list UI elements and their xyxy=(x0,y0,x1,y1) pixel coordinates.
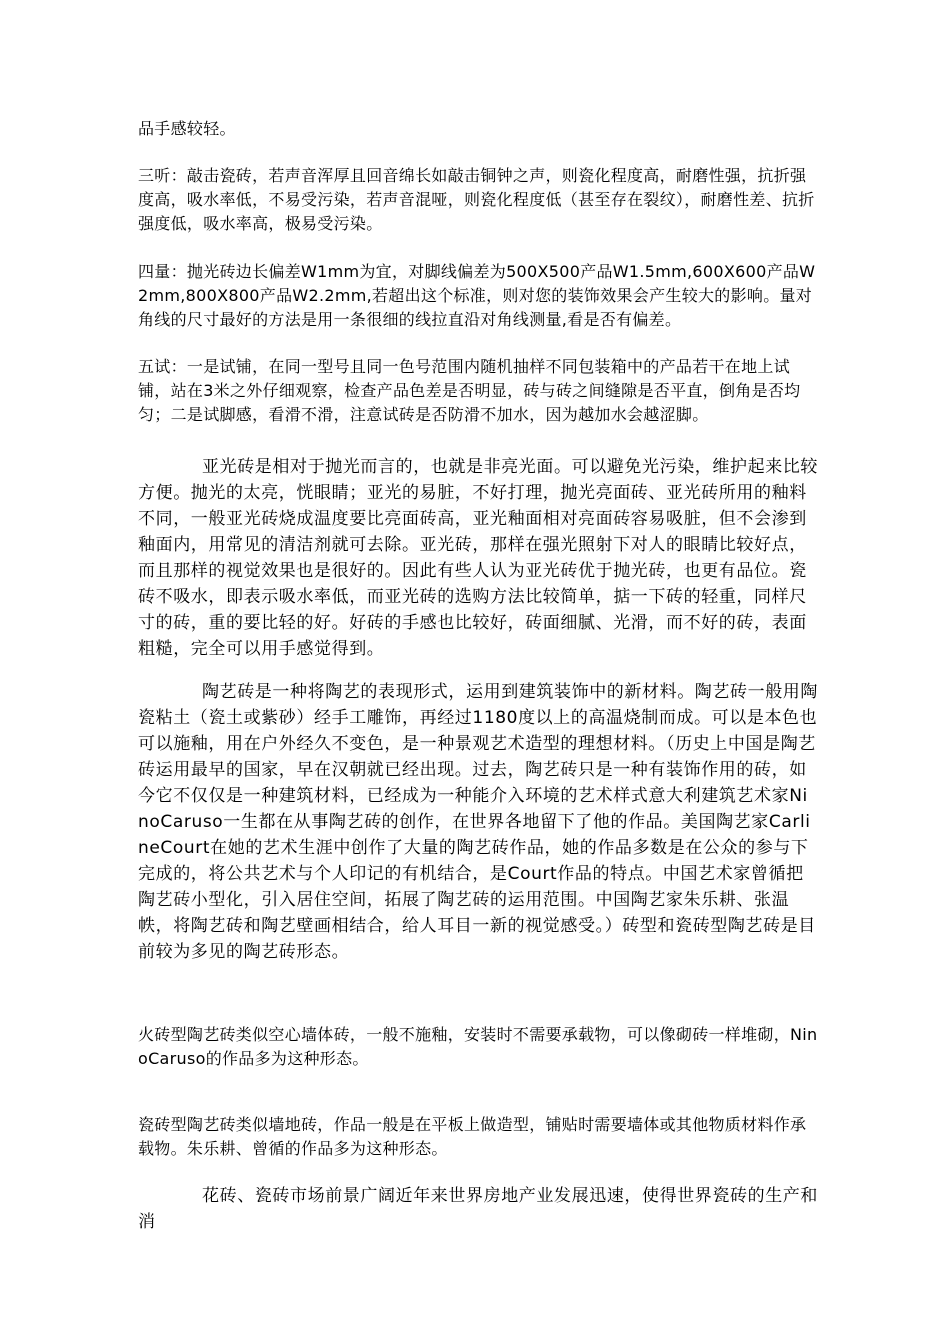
paragraph-market-outlook: 花砖、瓷砖市场前景广阔近年来世界房地产业发展迅速，使得世界瓷砖的生产和消 xyxy=(138,1186,818,1232)
paragraph-trial: 五试：一是试铺，在同一型号且同一色号范围内随机抽样不同包装箱中的产品若干在地上试铺，站在3米之外仔细观察，检查产品色差是否明显，砖与砖之间缝隙是否平直，倒角是否均匀；二是试脚感，看滑不滑，注意试砖是否防滑不加水，因为越加水会越涩脚。 xyxy=(138,357,801,424)
paragraph-ceramic-tile-type: 瓷砖型陶艺砖类似墙地砖，作品一般是在平板上做造型，铺贴时需要墙体或其他物质材料作承载物。朱乐耕、曾循的作品多为这种形态。 xyxy=(138,1115,807,1158)
paragraph-matte-tile: 亚光砖是相对于抛光而言的，也就是非亮光面。可以避免光污染，维护起来比较方便。抛光的太亮，恍眼睛；亚光的易脏，不好打理，抛光亮面砖、亚光砖所用的釉料不同，一般亚光砖烧成温度要比亮面砖高，亚光釉面相对亮面砖容易吸脏，但不会渗到釉面内，用常见的清洁剂就可去除。亚光砖，那样在强光照射下对人的眼睛比较好点，而且那样的视觉效果也是很好的。因此有些人认为亚光砖优于抛光砖，也更有品位。瓷砖不吸水，即表示吸水率低，而亚光砖的选购方法比较简单，掂一下砖的轻重，同样尺寸的砖，重的要比轻的好。好砖的手感也比较好，砖面细腻、光滑，而不好的砖，表面粗糙，完全可以用手感觉得到。 xyxy=(138,457,818,659)
paragraph-fire-brick-type: 火砖型陶艺砖类似空心墙体砖，一般不施釉，安装时不需要承载物，可以像砌砖一样堆砌，NinoCaruso的作品多为这种形态。 xyxy=(138,1025,818,1068)
paragraph-listen: 三听：敲击瓷砖，若声音浑厚且回音绵长如敲击铜钟之声，则瓷化程度高，耐磨性强，抗折强度高，吸水率低，不易受污染，若声音混哑，则瓷化程度低（甚至存在裂纹），耐磨性差、抗折强度低，吸水率高，极易受污染。 xyxy=(138,166,815,233)
paragraph-measure: 四量：抛光砖边长偏差W1mm为宜，对脚线偏差为500X500产品W1.5mm,600X600产品W2mm,800X800产品W2.2mm,若超出这个标准，则对您的装饰效果会产生较大的影响。量对角线的尺寸最好的方法是用一条很细的线拉直沿对角线测量,看是否有偏差。 xyxy=(138,262,816,329)
paragraph-continuation: 品手感较轻。 xyxy=(138,119,236,138)
paragraph-ceramic-art-tile: 陶艺砖是一种将陶艺的表现形式，运用到建筑装饰中的新材料。陶艺砖一般用陶瓷粘土（瓷土或紫砂）经手工雕饰，再经过1180度以上的高温烧制而成。可以是本色也可以施釉，用在户外经久不变色，是一种景观艺术造型的理想材料。（历史上中国是陶艺砖运用最早的国家，早在汉朝就已经出现。过去，陶艺砖只是一种有装饰作用的砖，如今它不仅仅是一种建筑材料，已经成为一种能介入环境的艺术样式意大利建筑艺术家NinoCaruso一生都在从事陶艺砖的创作，在世界各地留下了他的作品。美国陶艺家CarlineCourt在她的艺术生涯中创作了大量的陶艺砖作品，她的作品多数是在公众的参与下完成的，将公共艺术与个人印记的有机结合，是Court作品的特点。中国艺术家曾循把陶艺砖小型化，引入居住空间，拓展了陶艺砖的运用范围。中国陶艺家朱乐耕、张温帙，将陶艺砖和陶艺壁画相结合，给人耳目一新的视觉感受。）砖型和瓷砖型陶艺砖是目前较为多见的陶艺砖形态。 xyxy=(138,682,818,962)
